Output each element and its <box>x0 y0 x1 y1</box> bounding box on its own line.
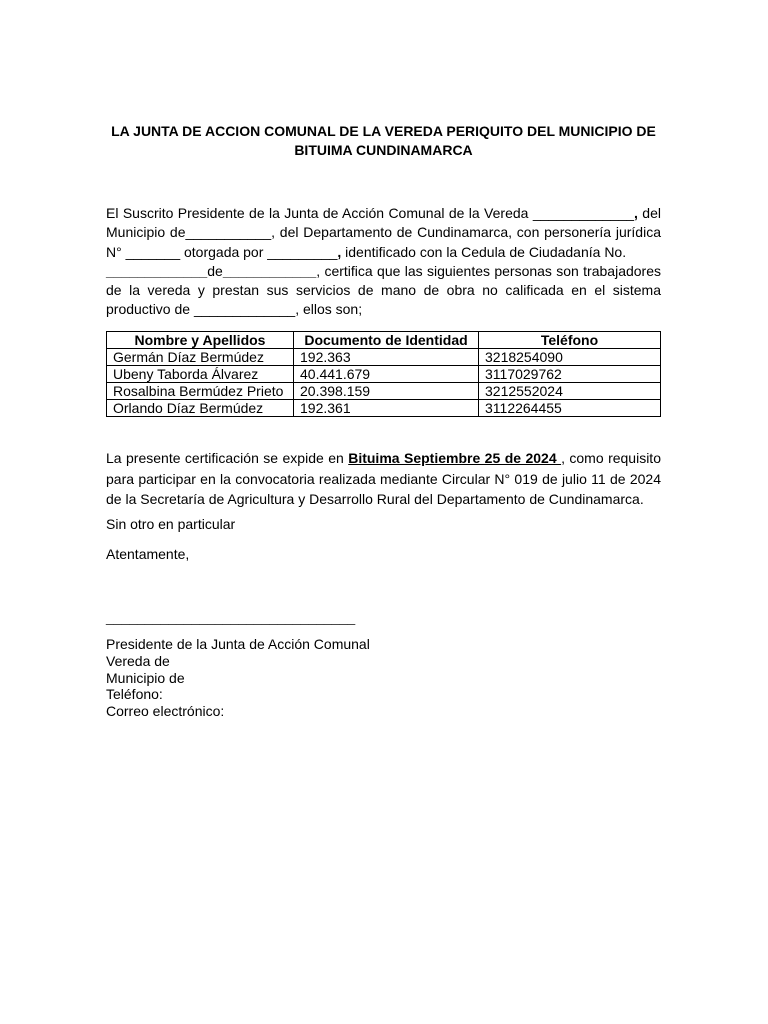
cell-document: 40.441.679 <box>294 366 479 383</box>
cell-name: Ubeny Taborda Álvarez <box>107 366 294 383</box>
cell-document: 20.398.159 <box>294 383 479 400</box>
cell-phone: 3218254090 <box>479 349 661 366</box>
intro-text-1: El Suscrito Presidente de la Junta de Acción Comunal de la Vereda <box>106 205 533 221</box>
header-document: Documento de Identidad <box>294 332 479 349</box>
signer-title: Presidente de la Junta de Acción Comunal <box>106 636 370 652</box>
cell-phone: 3117029762 <box>479 366 661 383</box>
regards-text: Atentamente, <box>106 546 190 562</box>
certification-text-1: La presente certificación se expide en <box>106 450 349 466</box>
cell-name: Germán Díaz Bermúdez <box>107 349 294 366</box>
certification-paragraph <box>106 448 661 510</box>
title-line-2: BITUIMA CUNDINAMARCA <box>294 142 473 158</box>
table-row <box>107 383 661 400</box>
signer-email: Correo electrónico: <box>106 703 225 720</box>
signer-vereda: Vereda de <box>106 652 170 669</box>
cell-phone: 3212552024 <box>479 383 661 400</box>
header-name: Nombre y Apellidos <box>107 332 294 349</box>
table-row <box>107 366 661 383</box>
municipio-blank: ___________ <box>185 224 272 241</box>
table-row <box>107 400 661 417</box>
header-phone: Teléfono <box>479 332 661 349</box>
intro-comma-1: , <box>634 205 638 221</box>
document-title <box>106 122 661 160</box>
closing-text: Sin otro en particular <box>106 516 236 532</box>
table-row <box>107 349 661 366</box>
expedida-blank: ____________ <box>222 262 317 279</box>
cell-name: Rosalbina Bermúdez Prieto <box>107 383 294 400</box>
certification-text-2: , como requisito para participar en la convocatoria realizada mediante Circular N° 019 de julio 11 de 2024 de la Secretaría de Agricultura y Desarrollo Rural del Departamento de Cundinamarca. <box>106 450 661 507</box>
title-line-1: LA JUNTA DE ACCION COMUNAL DE LA VEREDA PERIQUITO DEL MUNICIPIO DE <box>111 123 656 139</box>
intro-paragraph <box>106 204 661 320</box>
intro-text-2: del Municipio de <box>106 205 661 241</box>
intro-text-4: identificado con la Cedula de Ciudadanía No. <box>341 243 627 260</box>
cedula-blank: _____________ <box>106 262 208 279</box>
place-date: Bituima Septiembre 25 de 2024 <box>348 450 562 466</box>
sistema-blank: _____________ <box>193 301 296 318</box>
signer-municipio: Municipio de <box>106 669 185 686</box>
workers-table <box>106 331 661 417</box>
signer-phone: Teléfono: <box>106 686 163 703</box>
intro-text-6: , certifica que las siguientes personas son trabajadores de la vereda y prestan sus servicios de mano de obra no calificada en el sistema productivo de <box>106 262 661 318</box>
intro-text-7: , ellos son; <box>295 301 363 318</box>
cell-name: Orlando Díaz Bermúdez <box>107 400 294 417</box>
signature-block <box>106 636 370 720</box>
cell-document: 192.361 <box>294 400 479 417</box>
intro-text-5: de <box>207 262 223 279</box>
otorgada-blank: _________ <box>267 243 338 260</box>
cell-document: 192.363 <box>294 349 479 366</box>
signature-line: ________________________________ <box>106 609 356 625</box>
table-header-row <box>107 332 661 349</box>
cell-phone: 3112264455 <box>479 400 661 417</box>
intro-comma-2: , <box>337 243 342 260</box>
intro-text-3: , del Departamento de Cundinamarca, con personería jurídica N° _______ otorgada por <box>106 224 661 260</box>
vereda-blank: _____________ <box>532 205 635 221</box>
